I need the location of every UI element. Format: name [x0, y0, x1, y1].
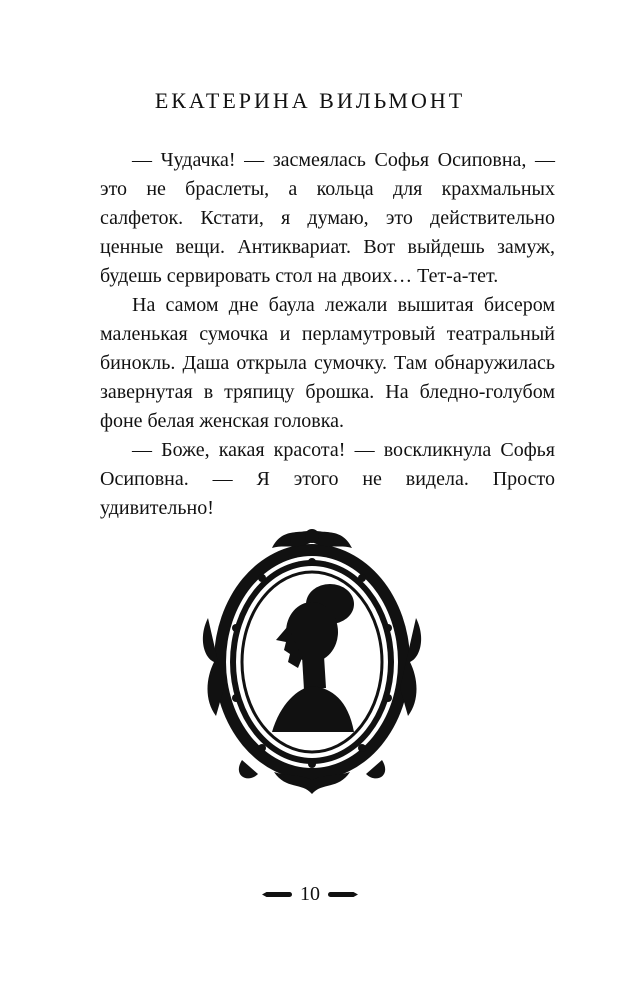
- page-number-value: 10: [300, 883, 320, 905]
- body-text: [100, 146, 555, 523]
- paragraph: — Боже, какая красота! — воскликнула Софья Осиповна. — Я этого не видела. Просто удивительно!: [100, 439, 555, 519]
- cameo-silhouette-icon: [202, 528, 422, 794]
- folio-ornament-left: [262, 892, 292, 897]
- page-number: [0, 880, 620, 906]
- paragraph: — Чудачка! — засмеялась Софья Осиповна, — это не браслеты, а кольца для крахмальных салфеток. Кстати, я думаю, это действительно ценные вещи. Антиквариат. Вот выйдешь замуж, будешь сервировать стол на двоих… Тет-а-тет.: [100, 149, 555, 287]
- paragraph: На самом дне баула лежали вышитая бисером маленькая сумочка и перламутровый театральный бинокль. Даша открыла сумочку. Там обнаружилась завернутая в тряпицу брошка. На бледно-голубом фоне белая женская головка.: [100, 294, 555, 432]
- running-head-author: ЕКАТЕРИНА ВИЛЬМОНТ: [154, 88, 466, 113]
- folio-ornament-right: [328, 892, 358, 897]
